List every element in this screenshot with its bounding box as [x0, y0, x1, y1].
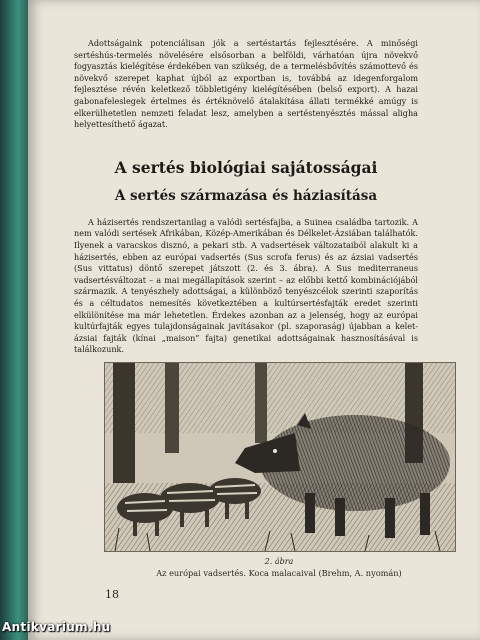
watermark-logo: Antikvarium.hu: [2, 620, 111, 634]
page-number: 18: [105, 588, 119, 601]
figure-caption: Az európai vadsertés. Koca malacaival (Brehm, A. nyomán): [156, 568, 402, 578]
intro-paragraph: Adottságaink potenciálisan jók a sertéstartás fejlesztésére. A minőségi sertéshús-termelés növelésére elsősorban a belföldi, várhatóan újra növekvő fogyasztás kielégítése érdekében van szükség, de a termelésbővítés számottevő és növekvő szerepet kaphat újból az exportban is, továbbá az idegenforgalom fejlesztése révén keletkező többletigény kielégítésében (belső export). A hazai gabonafeleslegek értelmes és értéknövelő átalakítása állati termékké amúgy is elkerülhetetlen nemzeti feladat lesz, amelyben a sertéstenyésztés mással aligha helyettesíthető ágazat.: [74, 38, 418, 130]
section-title: A sertés származása és háziasítása: [114, 187, 378, 204]
figure-number: 2. ábra: [264, 557, 294, 566]
body-paragraph: A házisertés rendszertanilag a valódi sertésfajba, a Suinea családba tartozik. A nem valódi sertések Afrikában, Közép-Amerikában és Délkelet-Ázsiában találhatók. Ilyenek a varacskos disznó, a pekari stb. A vadsertések változataiból alakult ki a házisertés, ebben az európai vadsertés (Sus scrofa ferus) és az ázsiai vadsertés (Sus vittatus) döntő szerepet játszott (2. és 3. ábra). A Sus mediterraneus vadsertésváltozat – a mai megállapítások szerint – az előbbi kettő kombinációjából származik. A tenyészhely adottságai, a különböző tenyészcélok szerinti szaporítás és a céltudatos nemesítés következtében a kultúrsertésfajták eredet szerinti elkülönítése ma már lehetetlen. Érdekes azonban az a jelenség, hogy az európai kultúrfajták egyes tulajdonságainak javításakor (pl. szaporaság) újabban a kelet-ázsiai fajták (kínai „maison” fajta) genetikai adottságainak hasznosításával is találkozunk.: [74, 216, 418, 355]
chapter-title: A sertés biológiai sajátosságai: [114, 157, 378, 177]
page-content: [74, 38, 418, 356]
wild-boar-engraving: [105, 363, 455, 551]
book-cover-edge: [0, 0, 30, 640]
wild-boar-illustration: [104, 362, 456, 552]
